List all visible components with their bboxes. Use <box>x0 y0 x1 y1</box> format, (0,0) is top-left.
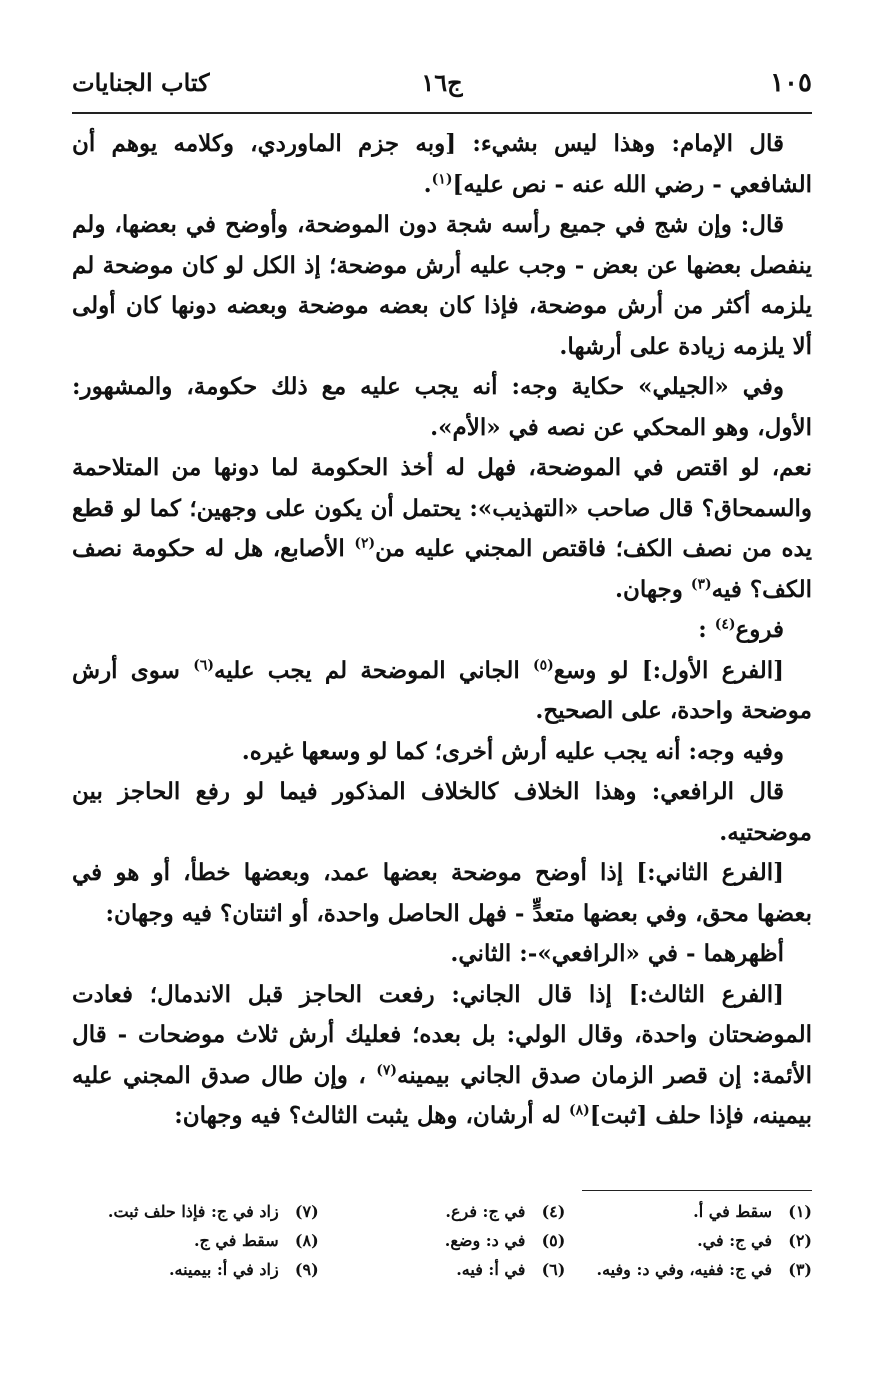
footnote <box>565 1202 812 1231</box>
paragraph-text: : <box>698 616 715 643</box>
paragraph-text: [الفرع الثاني:] إذا أوضح موضحة بعضها عمد، وبعضها خطأ، أو هو في بعضها محق، وفي بعضها متعدٍّ - فهل الحاصل واحدة، أو اثنتان؟ فيه وجهان: <box>72 859 812 927</box>
paragraph-text: سوى أرش موضحة واحدة، على الصحيح. <box>72 656 812 724</box>
paragraph <box>72 367 812 448</box>
page-number: ١٠٥ <box>770 68 812 98</box>
paragraph-text: [الفرع الأول:] لو وسع <box>553 656 784 684</box>
footnote-ref: (١) <box>431 170 453 187</box>
footnote-number: (٨) <box>294 1231 319 1250</box>
paragraph <box>72 772 812 853</box>
footnote-number: (٣) <box>788 1260 812 1279</box>
footnote-text: في د: وضع. <box>444 1231 526 1250</box>
book-title: كتاب الجنايات <box>72 68 210 97</box>
footnote <box>319 1231 566 1260</box>
paragraph-text: قال الرافعي: وهذا الخلاف كالخلاف المذكور فيما لو رفع الحاجز بين موضحتيه. <box>72 778 812 846</box>
paragraph-text: أظهرهما - في «الرافعي»-: الثاني. <box>450 940 784 967</box>
footnote <box>72 1202 319 1231</box>
footnote-ref: (٣) <box>690 575 712 592</box>
footnote <box>565 1260 812 1289</box>
footnote <box>72 1260 319 1289</box>
footnote-text: سقط في أ. <box>693 1202 772 1221</box>
footnote <box>319 1202 566 1231</box>
paragraph-text: ، وإن طال صدق المجني عليه بيمينه، فإذا حلف [ثبت] <box>72 1061 812 1129</box>
footnote-text: في ج: ففيه، وفي د: وفيه. <box>596 1260 772 1279</box>
paragraph <box>72 610 812 651</box>
paragraph-text: نعم، لو اقتص في الموضحة، فهل له أخذ الحكومة لما دونها من المتلاحمة والسمحاق؟ قال صاحب «التهذيب»: يحتمل أن يكون على وجهين؛ كما لو قطع يده من نصف الكف؛ فاقتص المجني عليه من <box>72 454 812 562</box>
footnote <box>565 1231 812 1260</box>
paragraph-text: وفي «الجيلي» حكاية وجه: أنه يجب عليه مع ذلك حكومة، والمشهور: الأول، وهو المحكي عن نصه في «الأم». <box>72 373 812 441</box>
footnote-ref: (٨) <box>568 1102 590 1119</box>
paragraph <box>72 448 812 610</box>
footnote-ref: (٤) <box>714 616 736 633</box>
paragraph <box>72 732 812 773</box>
footnote-number: (٤) <box>541 1202 566 1221</box>
paragraph-text: [الفرع الثالث:] إذا قال الجاني: رفعت الحاجز قبل الاندمال؛ فعادت الموضحتان واحدة، وقال الولي: بل بعده؛ فعليك أرش ثلاث موضحات - قال الأئمة: إن قصر الزمان صدق الجاني بيمينه <box>72 980 812 1089</box>
footnote-ref: (٥) <box>532 656 554 673</box>
footnote <box>319 1260 566 1289</box>
paragraph-text: . <box>423 170 432 198</box>
paragraph-text: قال الإمام: وهذا ليس بشيء: [وبه جزم الماوردي، وكلامه يوهم أن الشافعي - رضي الله عنه - نص عليه] <box>72 130 812 198</box>
footnote-number: (٦) <box>541 1260 566 1279</box>
header-rule <box>72 112 812 114</box>
footnote <box>72 1231 319 1260</box>
paragraph-text: فروع <box>735 616 784 643</box>
paragraph <box>72 651 812 732</box>
footnote-text: في أ: فيه. <box>456 1260 526 1279</box>
footnotes <box>72 1202 812 1289</box>
main-text <box>72 124 812 1137</box>
paragraph <box>72 975 812 1137</box>
footnote-number: (١) <box>788 1202 812 1221</box>
page-header <box>72 58 812 110</box>
paragraph <box>72 934 812 975</box>
footnote-rule <box>582 1190 812 1191</box>
paragraph <box>72 205 812 367</box>
footnote-number: (٧) <box>294 1202 319 1221</box>
footnote-text: في ج: في. <box>697 1231 772 1250</box>
footnote-text: زاد في ج: فإذا حلف ثبت. <box>107 1202 279 1221</box>
footnote-ref: (٦) <box>193 656 214 673</box>
footnote-text: زاد في أ: بيمينه. <box>168 1260 279 1279</box>
paragraph <box>72 853 812 934</box>
paragraph-text: الأصابع، هل له حكومة نصف الكف؟ فيه <box>72 535 812 603</box>
footnote-number: (٢) <box>788 1231 812 1250</box>
paragraph-text: قال: وإن شج في جميع رأسه شجة دون الموضحة، وأوضح في بعضها، ولم ينفصل بعضها عن بعض - وجب عليه أرش موضحة؛ إذ الكل لو كان موضحة لم يلزمه أكثر من أرش موضحة، فإذا كان بعضه موضحة وبعضه دونها كان أولى ألا يلزمه زيادة على أرشها. <box>72 211 812 360</box>
volume-label: ج١٦ <box>421 68 463 97</box>
footnote-ref: (٧) <box>376 1061 397 1078</box>
paragraph-text: وجهان. <box>614 575 691 603</box>
footnote-number: (٥) <box>541 1231 566 1250</box>
footnote-number: (٩) <box>294 1260 319 1279</box>
footnote-text: سقط في ج. <box>193 1231 279 1250</box>
paragraph <box>72 124 812 205</box>
paragraph-text: وفيه وجه: أنه يجب عليه أرش أخرى؛ كما لو وسعها غيره. <box>241 737 784 765</box>
footnote-text: في ج: فرع. <box>445 1202 526 1221</box>
footnote-ref: (٢) <box>354 535 376 552</box>
paragraph-text: الجاني الموضحة لم يجب عليه <box>213 656 533 684</box>
paragraph-text: له أرشان، وهل يثبت الثالث؟ فيه وجهان: <box>174 1102 569 1129</box>
